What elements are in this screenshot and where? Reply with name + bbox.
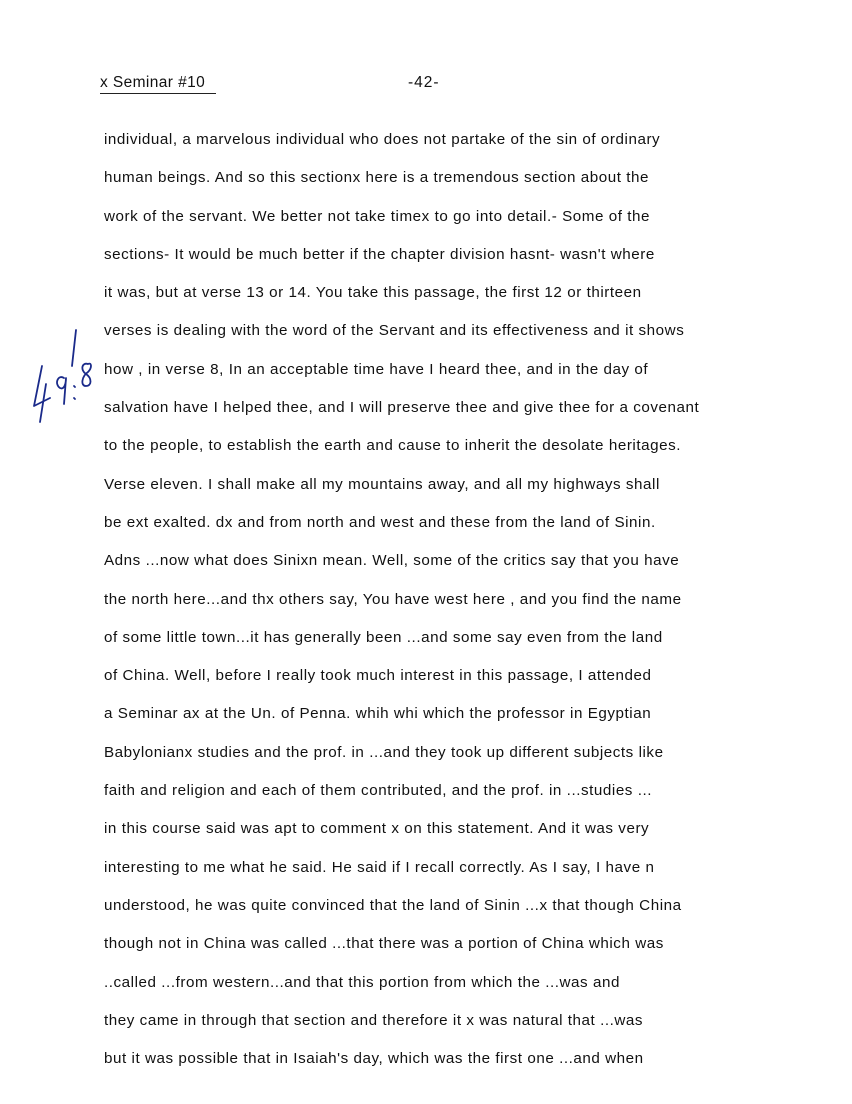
- text-line: understood, he was quite convinced that the land of Sinin ...x that though China: [104, 896, 682, 914]
- text-line: how , in verse 8, In an acceptable time have I heard thee, and in the day of: [104, 360, 649, 378]
- text-line: but it was possible that in Isaiah's day, which was the first one ...and when: [104, 1050, 644, 1068]
- text-line: individual, a marvelous individual who does not partake of the sin of ordinary: [104, 131, 661, 148]
- text-line: they came in through that section and therefore it x was natural that ...was: [104, 1011, 644, 1029]
- text-line: though not in China was called ...that there was a portion of China which was: [104, 935, 664, 953]
- text-line: a Seminar ax at the Un. of Penna. whih whi which the professor in Egyptian: [104, 705, 652, 723]
- text-line: sections- It would be much better if the chapter division hasnt- wasn't where: [104, 245, 655, 263]
- text-line: the north here...and thx others say, You have west here , and you find the name: [104, 590, 682, 608]
- text-line: it was, but at verse 13 or 14. You take this passage, the first 12 or thirteen: [104, 284, 642, 302]
- handwritten-margin-note: [28, 326, 104, 426]
- text-line: of China. Well, before I really took much interest in this passage, I attended: [104, 667, 652, 685]
- text-line: interesting to me what he said. He said if I recall correctly. As I say, I have n: [104, 858, 655, 876]
- text-line: Verse eleven. I shall make all my mountains away, and all my highways shall: [104, 475, 660, 493]
- body-text: [104, 128, 804, 1085]
- text-line: be ext exalted. dx and from north and west and these from the land of Sinin.: [104, 513, 656, 531]
- text-line: verses is dealing with the word of the Servant and its effectiveness and it shows: [104, 322, 685, 340]
- page-number: -42-: [408, 74, 440, 91]
- text-line: Adns ...now what does Sinixn mean. Well, some of the critics say that you have: [104, 552, 680, 570]
- text-line: salvation have I helped thee, and I will preserve thee and give thee for a covenant: [104, 399, 700, 417]
- text-line: Babylonianx studies and the prof. in ...and they took up different subjects like: [104, 743, 664, 761]
- text-line: in this course said was apt to comment x on this statement. And it was very: [104, 820, 650, 838]
- text-line: human beings. And so this sectionx here is a tremendous section about the: [104, 169, 650, 187]
- text-line: ..called ...from western...and that this portion from which the ...was and: [104, 973, 620, 991]
- text-line: of some little town...it has generally been ...and some say even from the land: [104, 628, 663, 646]
- header-title: x Seminar #10: [100, 74, 216, 94]
- text-line: faith and religion and each of them contributed, and the prof. in ...studies ...: [104, 782, 653, 800]
- text-line: to the people, to establish the earth and cause to inherit the desolate heritages.: [104, 437, 682, 455]
- text-line: work of the servant. We better not take timex to go into detail.- Some of the: [104, 207, 651, 225]
